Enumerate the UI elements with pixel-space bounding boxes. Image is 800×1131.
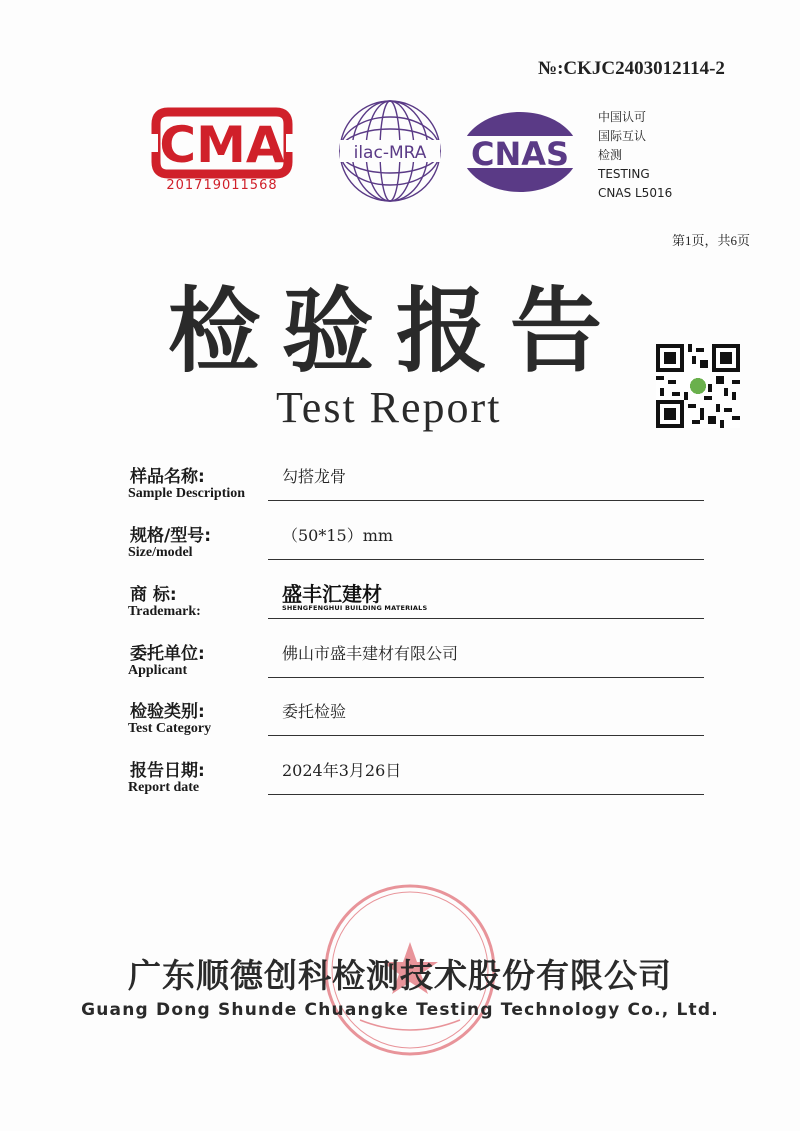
label-english: Sample Description xyxy=(128,486,246,501)
field-value: 佛山市盛丰建材有限公司 xyxy=(282,644,459,663)
trademark-subtitle: SHENGFENGHUI BUILDING MATERIALS xyxy=(282,604,428,612)
field-report-date xyxy=(0,756,800,814)
field-value: 委托检验 xyxy=(282,702,347,721)
underline xyxy=(268,677,704,678)
underline xyxy=(268,618,704,619)
accreditation-line: 中国认可 xyxy=(598,110,647,124)
label-english: Applicant xyxy=(128,663,188,678)
accreditation-line: 国际互认 xyxy=(598,129,647,143)
label-chinese: 商 标: xyxy=(130,585,177,605)
underline xyxy=(268,500,704,501)
accreditation-line: TESTING xyxy=(598,167,650,181)
underline xyxy=(268,794,704,795)
company-name-chinese: 广东顺德创科检测技术股份有限公司 xyxy=(128,956,672,995)
accreditation-line: CNAS L5016 xyxy=(598,186,673,200)
label-english: Test Category xyxy=(128,721,212,736)
field-sample-description xyxy=(0,462,800,520)
field-size-model xyxy=(0,521,800,579)
trademark-name: 盛丰汇建材 xyxy=(282,582,382,606)
label-english: Size/model xyxy=(128,545,193,560)
label-chinese: 委托单位: xyxy=(130,644,205,664)
underline xyxy=(268,735,704,736)
field-test-category xyxy=(0,697,800,755)
field-value: 勾搭龙骨 xyxy=(282,467,347,486)
svg-text:CMA: CMA xyxy=(159,116,285,174)
label-chinese: 检验类别: xyxy=(130,702,205,722)
underline xyxy=(268,559,704,560)
cma-number: 201719011568 xyxy=(166,178,278,193)
field-applicant xyxy=(0,639,800,697)
label-chinese: 报告日期: xyxy=(130,761,205,781)
title-chinese: 检验报告 xyxy=(168,278,625,385)
svg-text:CNAS: CNAS xyxy=(470,135,570,173)
label-english: Report date xyxy=(128,780,200,795)
title-english: Test Report xyxy=(276,383,502,432)
field-value: 2024年3月26日 xyxy=(282,761,402,780)
svg-text:ilac-MRA: ilac-MRA xyxy=(353,143,427,163)
field-value: （50*15）mm xyxy=(282,526,394,545)
accreditation-line: 检测 xyxy=(598,148,623,162)
page-count: 第1页，共6页 xyxy=(672,233,751,248)
label-english: Trademark: xyxy=(128,604,201,619)
report-number: №:CKJC2403012114-2 xyxy=(538,58,725,79)
label-chinese: 样品名称: xyxy=(130,467,205,487)
label-chinese: 规格/型号: xyxy=(130,526,212,546)
company-name-english: Guang Dong Shunde Chuangke Testing Technology Co., Ltd. xyxy=(81,1000,719,1020)
field-trademark xyxy=(0,580,800,638)
